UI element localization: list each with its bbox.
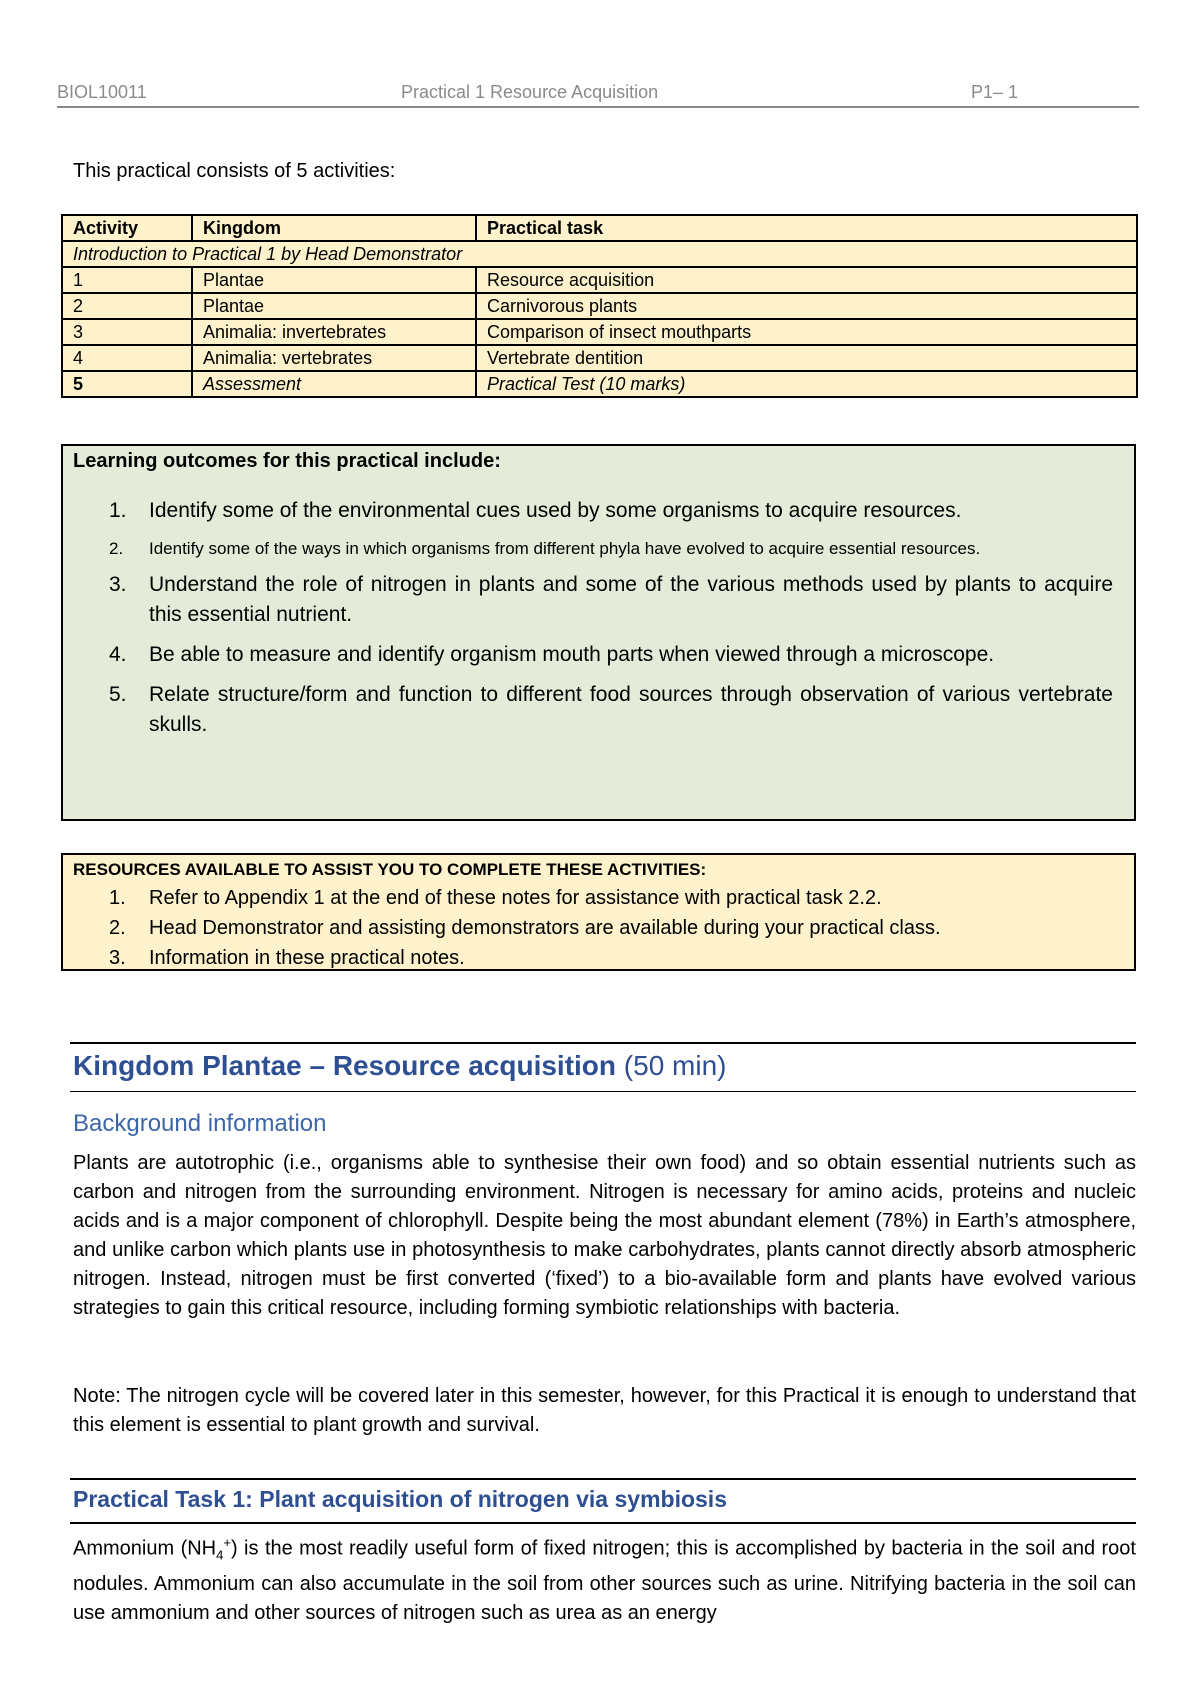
item-text: Identify some of the ways in which organisms from different phyla have evolved to acquire essential resources.: [149, 539, 981, 558]
item-text: Be able to measure and identify organism mouth parts when viewed through a microscope.: [149, 643, 995, 666]
learning-outcomes-box: [61, 444, 1136, 821]
table-row: [62, 345, 1137, 371]
cell-activity: 1: [62, 267, 192, 293]
page-number: P1– 1: [971, 82, 1019, 102]
table-row: [62, 371, 1137, 397]
item-number: 1.: [109, 887, 126, 909]
task-heading: Practical Task 1: Plant acquisition of nitrogen via symbiosis: [73, 1486, 727, 1512]
list-item: [73, 943, 941, 973]
table-row: [62, 293, 1137, 319]
course-code: BIOL10011: [57, 82, 147, 102]
item-number: 2.: [109, 539, 124, 558]
table-header-row: [62, 215, 1137, 241]
activities-table: [61, 214, 1138, 398]
section-duration: (50 min): [623, 1050, 727, 1081]
header-kingdom: Kingdom: [192, 215, 476, 241]
cell-kingdom: Animalia: invertebrates: [192, 319, 476, 345]
page-header: [57, 82, 1139, 108]
cell-task: Vertebrate dentition: [476, 345, 1137, 371]
document-title: Practical 1 Resource Acquisition: [401, 82, 659, 102]
table-row: [62, 267, 1137, 293]
note-paragraph: Note: The nitrogen cycle will be covered later in this semester, however, for this Practical it is enough to understand that this element is essential to plant growth and survival.: [73, 1385, 1136, 1436]
section-top-rule: [70, 1042, 1136, 1044]
cell-activity: 3: [62, 319, 192, 345]
cell-activity: 2: [62, 293, 192, 319]
cell-kingdom: Plantae: [192, 267, 476, 293]
subscript-4: 4: [216, 1547, 224, 1563]
list-item: [73, 640, 1113, 670]
cell-kingdom: Assessment: [192, 371, 476, 397]
item-number: 3.: [109, 573, 127, 596]
item-number: 5.: [109, 683, 127, 706]
learning-outcomes-list: [73, 496, 1113, 740]
item-text: Identify some of the environmental cues used by some organisms to acquire resources.: [149, 499, 962, 522]
resources-list: [73, 883, 941, 973]
item-number: 1.: [109, 499, 127, 522]
task-bottom-rule: [70, 1522, 1136, 1524]
cell-task: Carnivorous plants: [476, 293, 1137, 319]
item-text: Information in these practical notes.: [149, 947, 465, 969]
item-text: Refer to Appendix 1 at the end of these notes for assistance with practical task 2.2.: [149, 887, 882, 909]
cell-activity: 4: [62, 345, 192, 371]
resources-box: [61, 853, 1136, 971]
cell-kingdom: Animalia: vertebrates: [192, 345, 476, 371]
item-text: Relate structure/form and function to different food sources through observation of various vertebrate skulls.: [149, 683, 1113, 736]
item-text: Understand the role of nitrogen in plants and some of the various methods used by plants to acquire this essential nutrient.: [149, 573, 1113, 626]
list-item: [73, 913, 941, 943]
section-title: Kingdom Plantae – Resource acquisition: [73, 1050, 617, 1081]
item-text: Head Demonstrator and assisting demonstrators are available during your practical class.: [149, 917, 941, 939]
cell-kingdom: Plantae: [192, 293, 476, 319]
list-item: [73, 496, 1113, 526]
table-row: [62, 319, 1137, 345]
section-heading: [73, 1050, 727, 1082]
item-number: 2.: [109, 917, 126, 939]
list-item: [73, 570, 1113, 630]
cell-task: Resource acquisition: [476, 267, 1137, 293]
table-intro-row: [62, 241, 1137, 267]
task-paragraph: [73, 1528, 1136, 1628]
cell-task: Comparison of insect mouthparts: [476, 319, 1137, 345]
cell-task: Practical Test (10 marks): [476, 371, 1137, 397]
superscript-plus: +: [223, 1535, 231, 1550]
background-heading: Background information: [73, 1110, 327, 1137]
list-item: [73, 536, 1113, 562]
list-item: [73, 680, 1113, 740]
background-paragraph: Plants are autotrophic (i.e., organisms able to synthesise their own food) and so obtain essential nutrients such as carbon and nitrogen from the surrounding environment. Nitrogen is necessary for amino acids, proteins and nucleic acids and is a major component of chlorophyll. Despite being the most abundant element (78%) in Earth’s atmosphere, and unlike carbon which plants use in photosynthesis to make carbohydrates, plants cannot directly absorb atmospheric nitrogen. Instead, nitrogen must be first converted (‘fixed’) to a bio-available form and plants have evolved various strategies to gain this critical resource, including forming symbiotic relationships with bacteria.: [73, 1152, 1136, 1319]
task-top-rule: [70, 1478, 1136, 1480]
task-text-rest: ) is the most readily useful form of fixed nitrogen; this is accomplished by bacteria in the soil and root nodules. Ammonium can also accumulate in the soil from other sources such as urine. Nitrifying bacteria in the soil can use ammonium and other sources of nitrogen such as urea as an energy: [73, 1537, 1136, 1624]
item-number: 3.: [109, 947, 126, 969]
section-bottom-rule: [70, 1091, 1136, 1092]
item-number: 4.: [109, 643, 127, 666]
header-practical-task: Practical task: [476, 215, 1137, 241]
learning-outcomes-title: Learning outcomes for this practical include:: [73, 450, 501, 472]
list-item: [73, 883, 941, 913]
intro-text: This practical consists of 5 activities:: [73, 160, 396, 182]
task-text-start: Ammonium (NH: [73, 1537, 217, 1560]
resources-title: RESOURCES AVAILABLE TO ASSIST YOU TO COMPLETE THESE ACTIVITIES:: [73, 860, 707, 879]
cell-activity: 5: [62, 371, 192, 397]
intro-row-cell: Introduction to Practical 1 by Head Demonstrator: [62, 241, 1137, 267]
header-activity: Activity: [62, 215, 192, 241]
